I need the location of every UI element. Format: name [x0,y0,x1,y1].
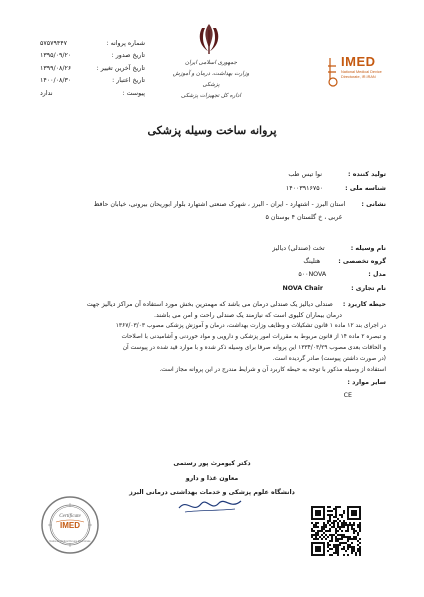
qr-module [351,546,353,548]
address-line-1: استان البرز - اشتهارد - ایران - البرز ، شهرک صنعتی اشتهارد بلوار ابوریحان بیرونی، خیابان حافظ [93,201,346,208]
qr-module [337,518,339,520]
qr-module [313,526,315,528]
qr-module [313,524,315,526]
qr-module [347,518,361,520]
qr-module [333,546,335,548]
qr-module [353,546,355,548]
qr-module [311,506,325,508]
qr-module [359,542,361,544]
qr-module [331,540,333,542]
qr-module [341,514,343,516]
qr-module [313,534,315,536]
qr-module [349,522,351,524]
qr-module [315,524,317,526]
qr-module [329,530,331,532]
qr-module [359,546,361,548]
meta-value: ۵۷۵۷۹۴۴۷ [40,40,68,47]
qr-module [329,524,331,526]
qr-module [359,552,361,554]
seal-top-text: Certificate [59,514,81,519]
qr-module [327,544,329,546]
qr-module [341,534,343,536]
qr-module [337,552,339,554]
qr-module [343,526,345,528]
qr-module [329,554,331,556]
qr-module [335,552,337,554]
qr-module [311,506,313,520]
qr-module [359,528,361,530]
qr-module [315,538,317,540]
meta-row [40,63,145,75]
qr-module [351,526,353,528]
qr-module [329,510,331,512]
qr-module [311,518,325,520]
qr-module [317,522,319,524]
qr-module [357,544,359,546]
qr-module [337,530,339,532]
qr-module [337,538,339,540]
qr-module [349,544,351,546]
qr-module [353,548,355,550]
qr-module [343,510,345,512]
qr-module [341,536,343,538]
qr-module [331,522,333,524]
legal-line: و تبصره ۲ ماده ۱۴ از قانون مربوط به مقررات امور پزشکی و دارویی و مواد خوردنی و آشامیدنی با اصلاحات [121,334,386,340]
address-label: نشانی : [361,201,386,208]
qr-module [341,530,343,532]
meta-row [40,75,145,87]
qr-module [359,550,361,552]
seal-brand: IMED [60,521,80,530]
qr-module [347,506,361,508]
qr-module [349,536,351,538]
qr-module [343,542,345,544]
qr-module [323,532,325,534]
qr-module [315,526,317,528]
qr-module [351,528,353,530]
qr-module [333,520,335,522]
qr-module [347,526,349,528]
qr-module [343,546,345,548]
qr-module [355,552,357,554]
qr-module [331,514,333,516]
qr-module [311,542,313,556]
qr-module [329,514,331,516]
qr-module [351,550,353,552]
qr-module [335,512,337,514]
qr-module [339,534,341,536]
qr-module [345,522,347,524]
qr-module [347,548,349,550]
qr-module [315,536,317,538]
qr-module [317,534,319,536]
qr-module [327,550,329,552]
meta-label: تاریخ صدور : [111,52,145,60]
qr-module [355,538,357,540]
qr-module [321,534,323,536]
device-trade-label: نام تجاری : [351,285,386,292]
qr-module [337,554,339,556]
qr-module [337,548,339,550]
imed-logo-subtitle: National Medical Device Directorate, IR.IRAN [341,70,382,79]
qr-module [351,524,353,526]
meta-value: ۱۳۹۵/۰۹/۲۰ [40,52,72,60]
qr-module [343,554,345,556]
qr-module [359,554,361,556]
qr-module [311,534,313,536]
qr-module [335,514,337,516]
qr-module [341,538,343,540]
qr-module [343,512,345,514]
qr-module [347,506,349,520]
qr-module [357,540,359,542]
qr-module [353,538,355,540]
qr-module [335,548,337,550]
qr-module [321,538,323,540]
qr-module [339,514,341,516]
qr-module [329,528,331,530]
qr-module [329,516,331,518]
meta-label: پیوست : [122,89,145,97]
other-row [347,376,386,389]
qr-module [351,548,353,550]
meta-label: تاریخ اعتبار : [112,77,145,85]
qr-module [337,534,339,536]
qr-module [359,526,361,528]
qr-module [357,526,359,528]
qr-module [333,508,335,510]
qr-module [333,516,335,518]
qr-module [343,536,345,538]
address-row-2 [265,211,342,224]
qr-module [347,540,349,542]
qr-module [327,542,329,544]
qr-module [335,546,337,548]
qr-module [343,524,345,526]
qr-module [323,526,325,528]
qr-module [357,532,359,534]
usage-line-2: درمان بیماران کلیوی است که نیازمند یک صندلی راحت و امن می باشند. [153,312,342,319]
qr-module [323,528,325,530]
ministry-line: جمهوری اسلامی ایران [185,60,237,66]
qr-module [333,522,335,524]
qr-module [329,534,331,536]
qr-module [357,524,359,526]
qr-module [347,546,349,548]
qr-module [345,536,347,538]
qr-module [311,530,313,532]
qr-module [349,524,351,526]
qr-module [355,554,357,556]
qr-module [323,506,325,520]
qr-module [323,542,325,556]
meta-row [40,38,145,50]
qr-module [339,542,341,544]
qr-module [319,536,321,538]
device-trade-row [282,282,386,295]
qr-module [311,554,325,556]
qr-code-icon [311,506,361,556]
qr-module [317,532,319,534]
qr-module [327,522,329,524]
qr-module [347,528,349,530]
qr-module [335,536,337,538]
meta-label: تاریخ آخرین تغییر : [96,64,145,72]
qr-module [325,530,327,532]
qr-module [311,522,313,524]
qr-module [321,528,323,530]
qr-module [347,544,349,546]
qr-module [315,546,321,552]
address-row [94,198,386,211]
document-title: پروانه ساخت وسیله پزشکی [147,124,277,137]
qr-module [311,536,313,538]
qr-module [343,548,345,550]
qr-module [329,544,331,546]
qr-module [333,534,335,536]
device-name-row [272,242,386,255]
qr-module [351,538,353,540]
qr-module [355,530,357,532]
national-id-value: ۱۴۰۰۳۹۱۶۷۵۰ [285,185,324,192]
qr-module [327,510,329,512]
qr-module [323,524,325,526]
qr-module [347,554,349,556]
qr-module [339,526,341,528]
meta-label: شماره پروانه : [106,40,145,47]
qr-module [327,536,329,538]
device-group-value: هتلینگ [303,258,321,265]
qr-module [353,536,355,538]
meta-value: ۱۴۰۰/۰۸/۳۰ [40,77,72,85]
ce-mark: CE [343,392,352,399]
qr-module [347,530,349,532]
qr-module [353,528,355,530]
device-group-row [303,255,386,268]
qr-module [335,516,337,518]
qr-module [337,522,339,524]
ministry-line: اداره کل تجهیزات پزشکی [181,93,241,99]
meta-row [40,88,145,100]
qr-module [329,520,331,522]
qr-module [359,524,361,526]
qr-module [333,552,335,554]
qr-module [325,538,327,540]
producer-row [288,168,386,181]
legal-line: و الحاقات بعدی مصوب ۱۳۳۴/۰۳/۲۹ این پروانه صرفا برای وسیله ذکر شده و با موارد قید شده در پیوست آن [122,345,386,351]
qr-module [337,544,339,546]
qr-module [345,524,347,526]
qr-module [347,536,349,538]
qr-module [331,526,333,528]
qr-module [317,526,319,528]
qr-module [345,542,347,544]
qr-module [337,550,339,552]
qr-module [335,530,337,532]
producer-value: نوا تیس طب [288,171,323,178]
qr-module [329,506,331,508]
qr-module [351,552,353,554]
qr-module [359,506,361,520]
qr-module [327,520,329,522]
qr-module [337,506,339,508]
qr-module [327,506,329,508]
qr-module [317,538,319,540]
qr-module [331,534,333,536]
license-meta [40,38,145,100]
qr-module [357,548,359,550]
qr-module [317,530,319,532]
qr-module [337,524,339,526]
qr-module [349,546,351,548]
qr-module [331,510,333,512]
qr-module [351,510,357,516]
device-model-label: مدل : [368,271,386,278]
qr-module [327,530,329,532]
qr-module [311,542,325,544]
qr-module [335,510,337,512]
usage-note: استفاده از وسیله مذکور با توجه به حیطه کاربرد آن و شرایط مندرج در این پروانه مجاز است. [159,367,386,373]
ministry-caption [165,58,257,102]
qr-module [315,522,317,524]
qr-module [345,530,347,532]
qr-module [331,538,333,540]
qr-module [337,546,339,548]
qr-module [353,522,355,524]
signer-role: معاون غذا و دارو [185,475,239,482]
qr-module [343,520,345,522]
iran-emblem-icon [196,22,222,56]
qr-module [315,532,317,534]
qr-module [359,538,361,540]
legal-line: در اجرای بند ۱۲ ماده ۱ قانون تشکیلات و وظایف وزارت بهداشت، درمان و آموزش پزشکی مصوب ۱۳۶۷/۰۳/۰۳ [115,323,386,329]
qr-module [359,548,361,550]
qr-module [335,540,337,542]
qr-module [359,530,361,532]
qr-module [347,524,349,526]
qr-module [321,530,323,532]
imed-logo-text: IMED [341,54,376,69]
qr-module [331,554,333,556]
qr-module [325,534,327,536]
qr-module [339,506,341,508]
qr-module [313,538,315,540]
qr-module [333,544,335,546]
national-id-row [286,182,386,195]
qr-module [353,550,355,552]
signer-name: دکتر کیومرث پور رستمی [173,460,251,467]
qr-module [327,546,329,548]
qr-module [353,532,355,534]
device-model-value: ۵۰۰NOVA [298,271,327,278]
qr-module [335,528,337,530]
device-model-row [298,268,386,281]
qr-module [357,550,359,552]
usage-label: حیطه کاربرد : [342,301,386,308]
usage-line-1: صندلی دیالیز یک صندلی درمان می باشد که مهمترین بخش مورد استفاده آن مراکز دیالیز جهت [86,301,333,308]
qr-module [339,528,341,530]
qr-module [341,542,343,544]
qr-module [329,548,331,550]
qr-module [341,524,343,526]
qr-module [335,550,337,552]
qr-module [335,538,337,540]
qr-module [339,544,341,546]
qr-module [351,542,353,544]
qr-module [355,536,357,538]
qr-module [325,526,327,528]
qr-module [335,544,337,546]
qr-module [337,526,339,528]
qr-module [353,524,355,526]
qr-module [335,506,337,508]
device-name-value: تخت (صندلی) دیالیز [272,245,325,252]
qr-module [333,526,335,528]
qr-module [353,530,355,532]
qr-module [335,520,337,522]
qr-module [315,534,317,536]
meta-row [40,50,145,62]
qr-module [341,522,343,524]
qr-module [335,508,337,510]
qr-module [341,526,343,528]
qr-module [335,532,337,534]
ministry-line: وزارت بهداشت، درمان و آموزش پزشکی [172,71,250,88]
qr-module [333,524,335,526]
qr-module [311,528,313,530]
qr-module [327,514,329,516]
other-label: سایر موارد : [347,379,386,386]
qr-module [323,536,325,538]
qr-module [315,510,321,516]
qr-module [349,538,351,540]
national-id-label: شناسه ملی : [345,185,386,192]
qr-module [347,538,349,540]
qr-module [341,516,343,518]
meta-value: ندارد [40,89,53,97]
qr-module [345,550,347,552]
qr-module [339,520,341,522]
seal-ring-text: National Medical Device Directorate [49,540,91,543]
qr-module [319,530,321,532]
qr-module [337,540,339,542]
qr-module [325,524,327,526]
producer-label: تولید کننده : [348,171,386,178]
qr-module [329,518,331,520]
handwritten-signature-icon [175,494,245,516]
qr-module [323,522,325,524]
qr-module [331,536,333,538]
legal-line: (در صورت داشتن پیوست) صادر گردیده است. [272,356,386,362]
qr-module [321,526,323,528]
qr-module [359,522,361,524]
qr-module [357,534,359,536]
qr-module [331,548,333,550]
meta-value: ۱۳۹۹/۰۸/۲۶ [40,64,72,72]
qr-module [329,540,331,542]
signer-org: دانشگاه علوم پزشکی و خدمات بهداشتی درمانی البرز [129,489,295,496]
device-name-label: نام وسیله : [350,245,386,252]
qr-module [343,534,345,536]
device-trade-value: NOVA Chair [282,285,324,292]
device-group-label: گروه تخصصی : [338,258,386,265]
qr-module [339,538,341,540]
qr-module [343,522,345,524]
address-line-2: غربی ، خ گلستان ۴ بوستان ۵ [265,214,342,221]
qr-module [313,530,315,532]
qr-module [341,548,343,550]
